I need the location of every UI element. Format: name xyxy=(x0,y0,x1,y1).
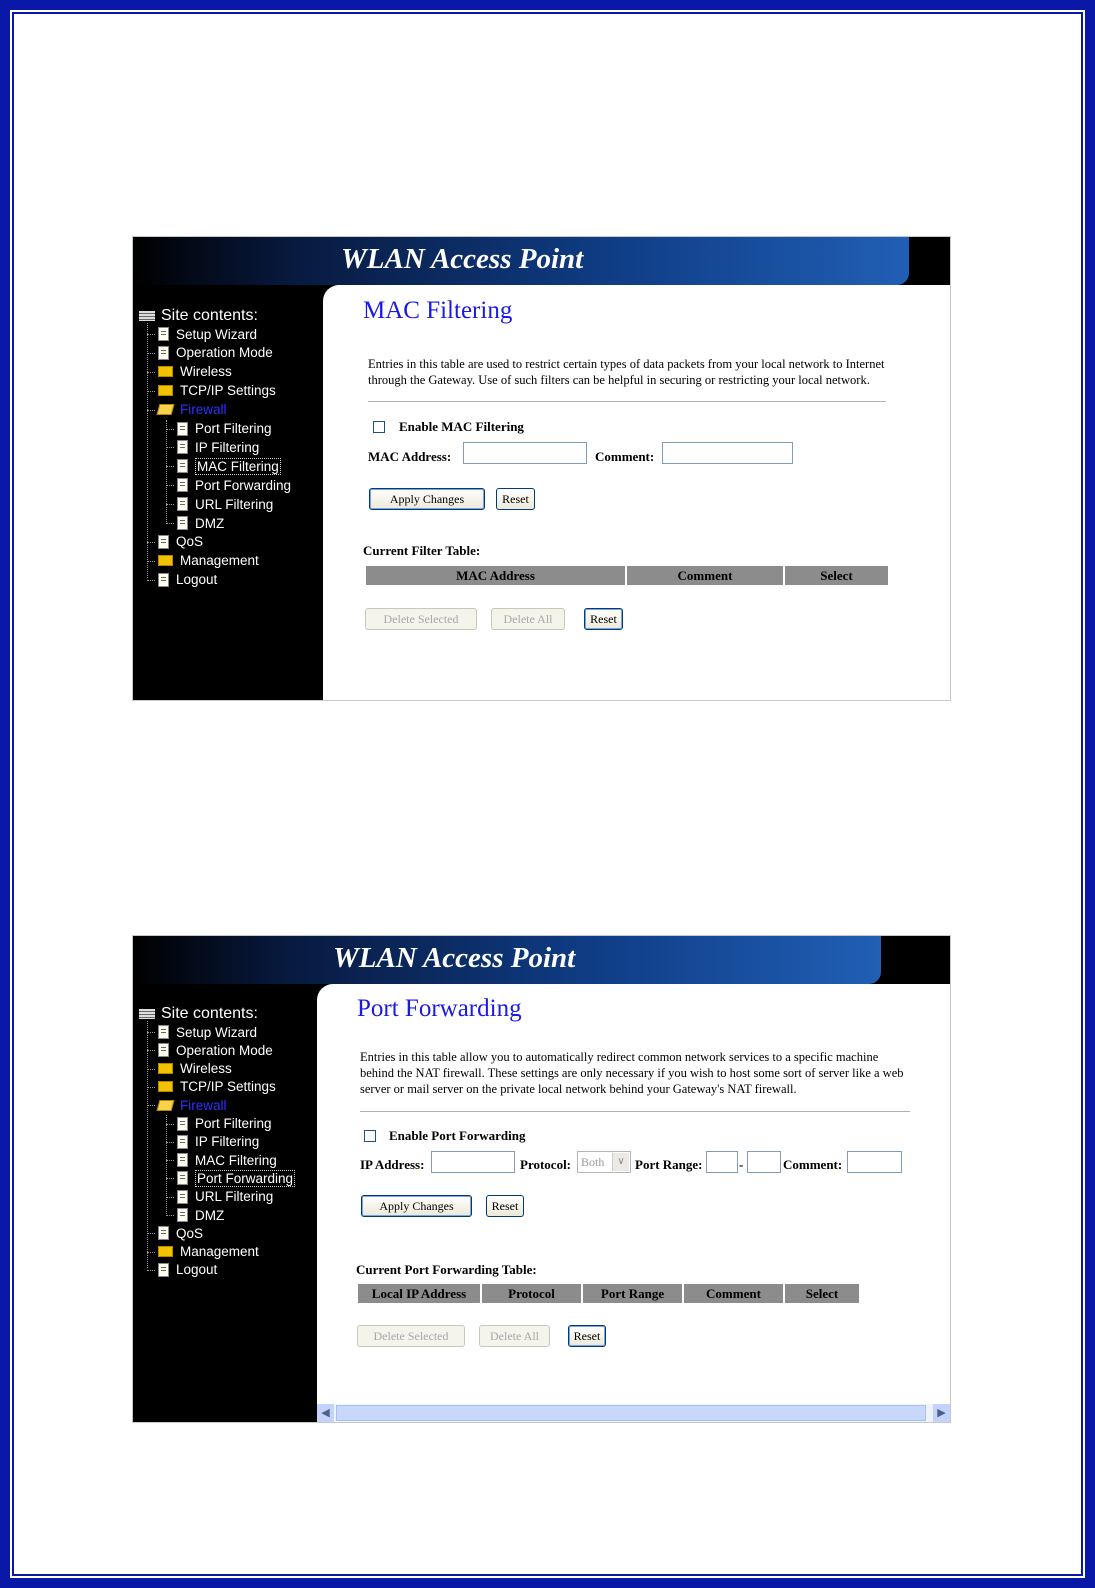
content-panel xyxy=(323,285,950,700)
sidebar-item-label: Management xyxy=(180,1244,259,1260)
document-icon xyxy=(158,1025,169,1039)
document-icon xyxy=(177,1208,188,1222)
sidebar-item-setup-wizard[interactable] xyxy=(158,325,257,343)
folder-icon xyxy=(158,366,173,377)
column-header-comment: Comment xyxy=(627,566,783,585)
reset-button[interactable]: Reset xyxy=(486,1195,524,1217)
document-icon xyxy=(177,440,188,454)
sidebar-item-url-filtering[interactable] xyxy=(177,1188,273,1206)
sidebar-item-label: IP Filtering xyxy=(195,1134,260,1150)
site-contents-root xyxy=(139,1005,258,1023)
sidebar-item-operation-mode[interactable] xyxy=(158,1041,273,1059)
document-icon xyxy=(177,1153,188,1167)
column-header-local-ip-address: Local IP Address xyxy=(358,1284,480,1303)
document-icon xyxy=(158,1043,169,1057)
document-icon xyxy=(177,1117,188,1131)
sidebar-item-management[interactable] xyxy=(158,1243,259,1261)
document-icon xyxy=(158,1226,169,1240)
port-forwarding-table-header xyxy=(358,1284,861,1303)
sidebar-item-setup-wizard[interactable] xyxy=(158,1023,257,1041)
sidebar xyxy=(133,1000,317,1422)
sidebar-item-qos[interactable] xyxy=(158,1224,203,1242)
sidebar-item-label: DMZ xyxy=(195,515,225,531)
enable-port-forwarding-checkbox[interactable] xyxy=(364,1130,376,1142)
delete-all-button[interactable]: Delete All xyxy=(491,608,565,630)
site-contents-label: Site contents: xyxy=(161,307,258,324)
sidebar-item-port-forwarding[interactable] xyxy=(177,476,291,494)
column-header-protocol: Protocol xyxy=(482,1284,581,1303)
table-title: Current Port Forwarding Table: xyxy=(356,1262,537,1277)
sidebar-item-operation-mode[interactable] xyxy=(158,344,273,362)
sidebar-item-port-filtering[interactable] xyxy=(177,1115,272,1133)
sidebar-item-label: Port Forwarding xyxy=(195,477,292,493)
folder-icon xyxy=(158,1081,173,1092)
scroll-left-arrow[interactable]: ◀ xyxy=(317,1404,334,1422)
site-contents-icon xyxy=(139,1009,155,1019)
divider xyxy=(368,401,886,402)
port-range-end-input[interactable] xyxy=(747,1151,781,1173)
sidebar-item-wireless[interactable] xyxy=(158,363,232,381)
apply-changes-button[interactable]: Apply Changes xyxy=(369,488,485,510)
page-description: Entries in this table allow you to automatically redirect common network services to a specific machine behind the NAT firewall. These settings are only necessary if you wish to host some sort of server like a web server or mail server on the private local network behind your Gateway's NAT firewall. xyxy=(360,1050,904,1096)
sidebar-item-label: Wireless xyxy=(180,1061,232,1077)
protocol-select-value: Both xyxy=(581,1155,605,1169)
port-range-label: Port Range: xyxy=(635,1157,703,1172)
sidebar-item-wireless[interactable] xyxy=(158,1060,232,1078)
site-contents-root xyxy=(139,307,258,325)
sidebar-item-label: Operation Mode xyxy=(176,1042,273,1058)
protocol-select[interactable] xyxy=(577,1151,631,1173)
scroll-thumb[interactable] xyxy=(336,1405,926,1421)
column-header-mac-address: MAC Address xyxy=(366,566,625,585)
sidebar-item-ip-filtering[interactable] xyxy=(177,438,259,456)
ip-address-input[interactable] xyxy=(431,1151,515,1173)
banner-title: WLAN Access Point xyxy=(341,243,584,275)
sidebar-item-label: Wireless xyxy=(180,364,232,380)
delete-all-button[interactable]: Delete All xyxy=(479,1325,550,1347)
page-description: Entries in this table are used to restrict certain types of data packets from your local network to Internet through the Gateway. Use of such filters can be helpful in securing or restricting your local network. xyxy=(368,357,885,387)
chevron-down-icon: ∨ xyxy=(612,1153,629,1171)
comment-label: Comment: xyxy=(595,449,655,464)
column-header-comment: Comment xyxy=(684,1284,783,1303)
mac-address-input[interactable] xyxy=(463,442,587,464)
folder-icon xyxy=(158,1246,173,1257)
document-icon xyxy=(177,1171,188,1185)
sidebar-item-firewall[interactable] xyxy=(158,401,227,419)
port-range-start-input[interactable] xyxy=(706,1151,738,1173)
sidebar-item-label: URL Filtering xyxy=(195,1189,274,1205)
sidebar-item-label: MAC Filtering xyxy=(197,458,279,474)
sidebar-item-mac-filtering[interactable] xyxy=(177,457,281,475)
sidebar-item-mac-filtering[interactable] xyxy=(177,1151,277,1169)
mac-address-label: MAC Address: xyxy=(368,449,452,464)
delete-selected-button[interactable]: Delete Selected xyxy=(357,1325,465,1347)
open-folder-icon xyxy=(157,404,175,415)
column-header-select: Select xyxy=(785,566,888,585)
apply-changes-button[interactable]: Apply Changes xyxy=(361,1195,472,1217)
folder-icon xyxy=(158,555,173,566)
sidebar-item-label: IP Filtering xyxy=(195,439,260,455)
sidebar-item-port-forwarding[interactable] xyxy=(177,1169,295,1187)
mac-filtering-screenshot xyxy=(132,236,951,701)
enable-port-forwarding-label: Enable Port Forwarding xyxy=(389,1128,526,1143)
document-icon xyxy=(158,327,169,341)
document-icon xyxy=(177,478,188,492)
delete-selected-button[interactable]: Delete Selected xyxy=(365,608,477,630)
banner-title: WLAN Access Point xyxy=(333,942,576,974)
sidebar-item-url-filtering[interactable] xyxy=(177,495,273,513)
document-icon xyxy=(177,422,188,436)
comment-label: Comment: xyxy=(783,1157,843,1172)
document-icon xyxy=(158,346,169,360)
sidebar-item-logout[interactable] xyxy=(158,571,217,589)
sidebar-item-label: MAC Filtering xyxy=(195,1152,277,1168)
page-title: MAC Filtering xyxy=(363,297,513,324)
sidebar-item-qos[interactable] xyxy=(158,533,203,551)
sidebar-item-label: QoS xyxy=(176,534,204,550)
sidebar-item-label: TCP/IP Settings xyxy=(180,1079,276,1095)
comment-input[interactable] xyxy=(847,1151,902,1173)
sidebar xyxy=(133,301,323,700)
horizontal-scrollbar[interactable] xyxy=(317,1404,950,1422)
sidebar-item-label: DMZ xyxy=(195,1207,225,1223)
content-panel xyxy=(317,984,950,1422)
sidebar-item-label: Management xyxy=(180,553,259,569)
sidebar-item-logout[interactable] xyxy=(158,1261,217,1279)
document-icon xyxy=(177,1135,188,1149)
document-icon xyxy=(177,459,188,473)
sidebar-item-dmz[interactable] xyxy=(177,1206,224,1224)
site-contents-icon xyxy=(139,311,155,321)
document-icon xyxy=(158,535,169,549)
divider xyxy=(360,1111,910,1112)
enable-mac-filtering-row xyxy=(373,418,524,436)
sidebar-item-label: QoS xyxy=(176,1225,204,1241)
document-icon xyxy=(177,1190,188,1204)
document-icon xyxy=(158,1263,169,1277)
folder-icon xyxy=(158,1063,173,1074)
column-header-select: Select xyxy=(785,1284,859,1303)
sidebar-item-tcp-ip-settings[interactable] xyxy=(158,1078,276,1096)
sidebar-item-label: TCP/IP Settings xyxy=(180,383,276,399)
enable-mac-filtering-label: Enable MAC Filtering xyxy=(399,419,524,434)
enable-port-forwarding-row xyxy=(364,1127,526,1145)
reset-button[interactable]: Reset xyxy=(496,488,535,510)
sidebar-item-label: Setup Wizard xyxy=(176,1024,258,1040)
sidebar-item-dmz[interactable] xyxy=(177,514,224,532)
enable-mac-filtering-checkbox[interactable] xyxy=(373,421,385,433)
sidebar-item-ip-filtering[interactable] xyxy=(177,1133,259,1151)
document-icon xyxy=(177,516,188,530)
sidebar-item-label: Port Forwarding xyxy=(197,1170,294,1186)
folder-icon xyxy=(158,385,173,396)
document-icon xyxy=(177,497,188,511)
page-title: Port Forwarding xyxy=(357,995,522,1022)
sidebar-item-label: Logout xyxy=(176,572,218,588)
document-icon xyxy=(158,573,169,587)
table-reset-button[interactable]: Reset xyxy=(568,1325,606,1347)
sidebar-item-label: Logout xyxy=(176,1262,218,1278)
table-title: Current Filter Table: xyxy=(363,543,481,558)
sidebar-item-label: Setup Wizard xyxy=(176,326,258,342)
filter-table-header xyxy=(366,566,890,585)
scroll-right-arrow[interactable]: ▶ xyxy=(933,1404,950,1422)
sidebar-item-label: Firewall xyxy=(180,1097,227,1113)
sidebar-item-label: Firewall xyxy=(180,402,227,418)
sidebar-item-label: Port Filtering xyxy=(195,421,272,436)
column-header-port-range: Port Range xyxy=(583,1284,682,1303)
port-range-separator: - xyxy=(739,1157,744,1172)
sidebar-item-label: Port Filtering xyxy=(195,1116,272,1131)
table-reset-button[interactable]: Reset xyxy=(584,608,623,630)
port-forwarding-screenshot xyxy=(132,935,951,1423)
protocol-label: Protocol: xyxy=(520,1157,572,1172)
comment-input[interactable] xyxy=(662,442,793,464)
sidebar-item-management[interactable] xyxy=(158,552,259,570)
sidebar-item-firewall[interactable] xyxy=(158,1096,227,1114)
site-contents-label: Site contents: xyxy=(161,1005,258,1022)
sidebar-item-label: URL Filtering xyxy=(195,496,274,512)
sidebar-item-port-filtering[interactable] xyxy=(177,420,272,438)
sidebar-item-tcp-ip-settings[interactable] xyxy=(158,382,276,400)
ip-address-label: IP Address: xyxy=(360,1157,425,1172)
open-folder-icon xyxy=(157,1100,175,1111)
sidebar-item-label: Operation Mode xyxy=(176,345,273,361)
